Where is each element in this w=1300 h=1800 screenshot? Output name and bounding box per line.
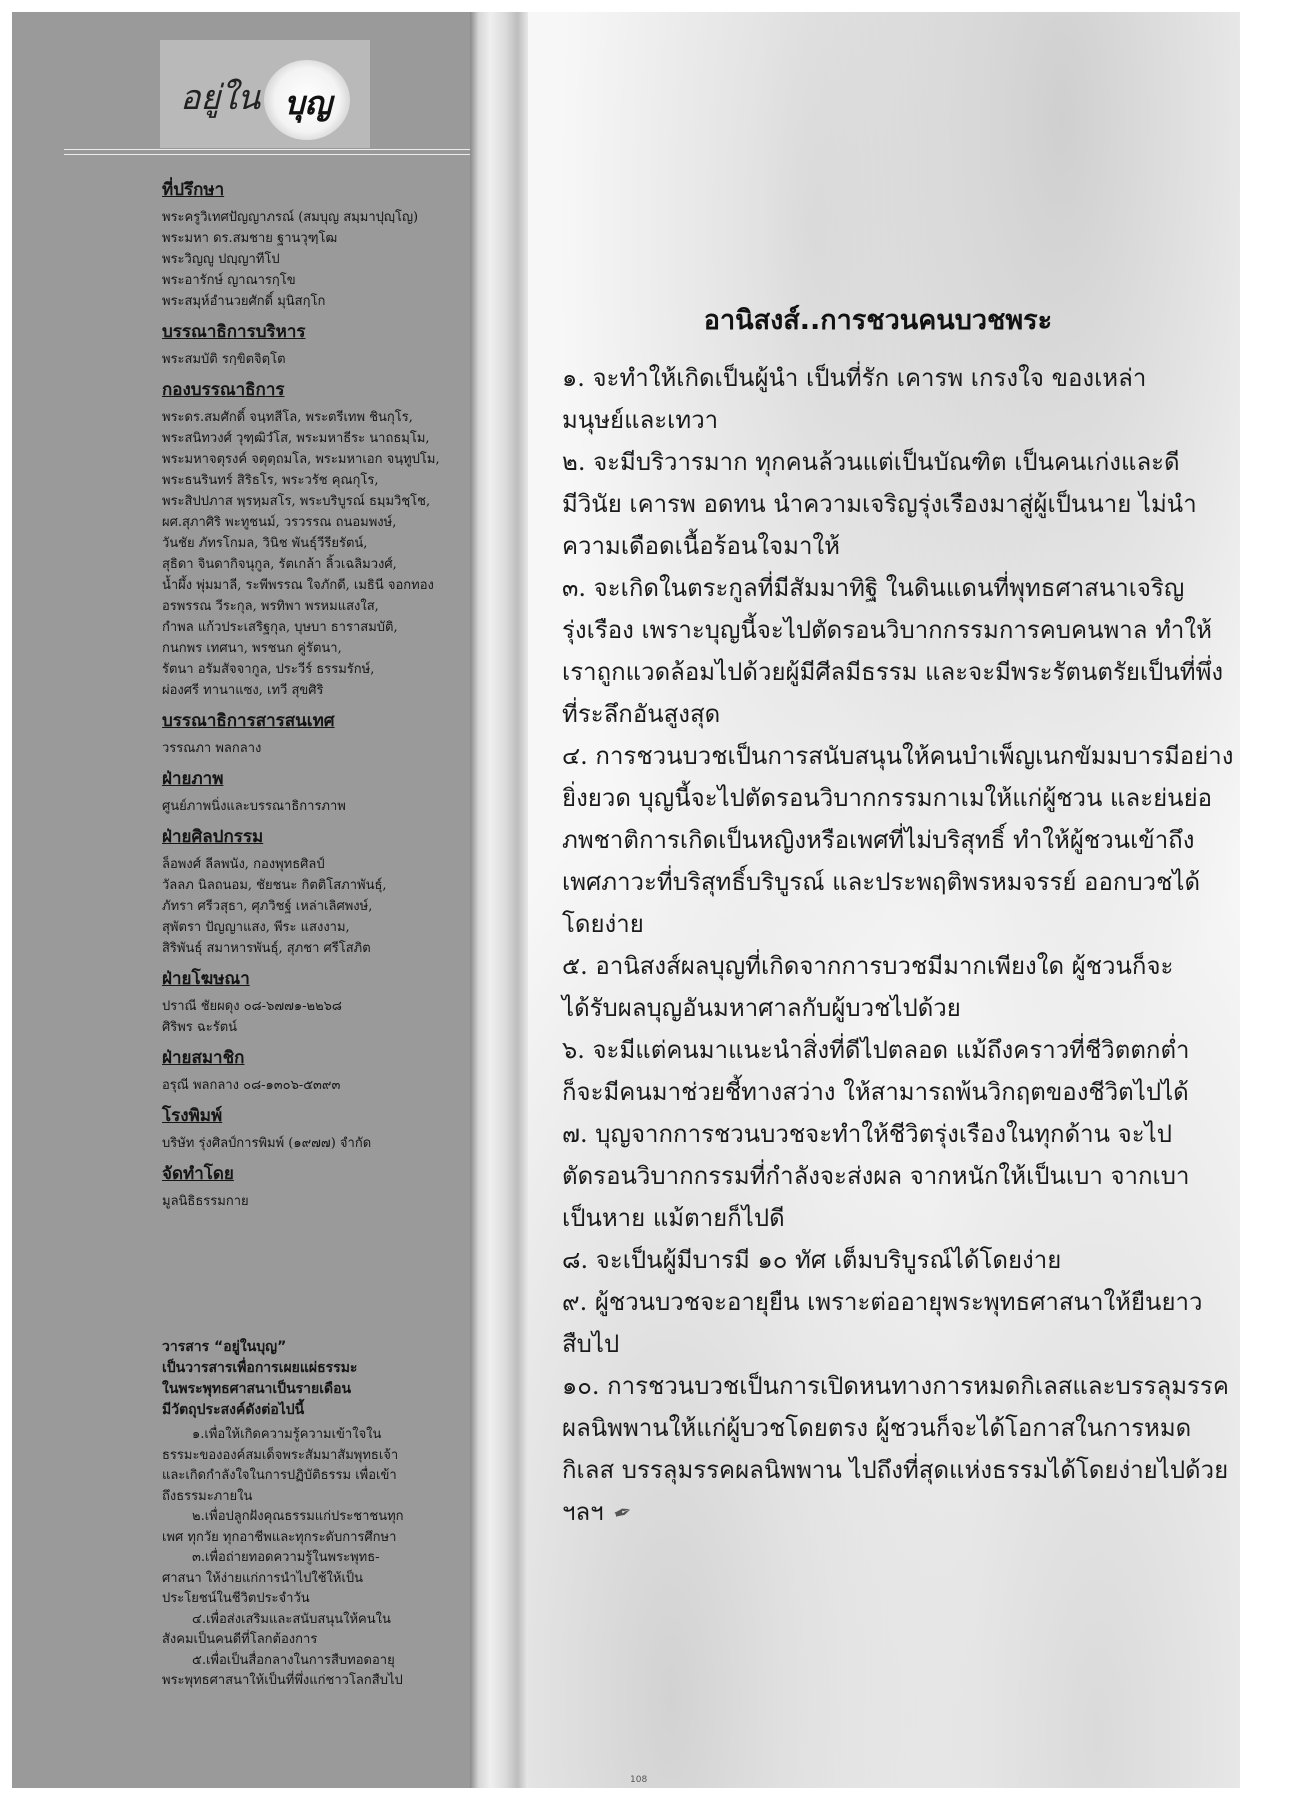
journal-purpose: [162, 1337, 474, 1692]
credit-line: พระธนรินทร์ สิริธโร, พระวรัช คุณกุโร,: [162, 473, 379, 488]
page-spine: [470, 12, 528, 1788]
article-area: [528, 12, 1240, 1788]
credit-line: วัลลภ นิลถนอม, ชัยชนะ กิตติโสภาพันธุ์,: [162, 878, 387, 893]
logo-script-right: บุญ: [284, 84, 332, 122]
credit-line: สิริพันธุ์ สมาหารพันธุ์, สุภชา ศรีโสภิต: [162, 941, 371, 956]
article-line: เป็นหาย แม้ตายก็ไปดี: [562, 1204, 785, 1232]
credit-line: พระมหาจตุรงค์ จตุตฺถมโล, พระมหาเอก จนฺทูปโม,: [162, 452, 440, 467]
purpose-item-line: พระพุทธศาสนาให้เป็นที่พึ่งแก่ชาวโลกสืบไป: [162, 1673, 403, 1688]
purpose-intro: [162, 1337, 474, 1421]
credit-heading: ฝ่ายสมาชิก: [162, 1048, 245, 1068]
article-line: ๗. บุญจากการชวนบวชจะทำให้ชีวิตรุ่งเรืองในทุกด้าน จะไป: [562, 1120, 1172, 1148]
credit-line: พระสมุห์อำนวยศักดิ์ มุนิสกฺโก: [162, 294, 326, 309]
credit-heading: กองบรรณาธิการ: [162, 380, 285, 400]
article-line: ความเดือดเนื้อร้อนใจมาให้: [562, 532, 840, 560]
credit-line: กำพล แก้วประเสริฐกุล, บุษบา ธาราสมบัติ,: [162, 620, 398, 635]
credit-heading: บรรณาธิการบริหาร: [162, 322, 306, 342]
credit-line: พระอารักษ์ ญาณารกฺโข: [162, 273, 296, 288]
article-line: ๑๐. การชวนบวชเป็นการเปิดหนทางการหมดกิเลสและบรรลุมรรค: [562, 1372, 1229, 1400]
article-line: กิเลส บรรลุมรรคผลนิพพาน ไปถึงที่สุดแห่งธรรมได้โดยง่ายไปด้วย: [562, 1456, 1229, 1484]
purpose-intro-line: ในพระพุทธศาสนาเป็นรายเดือน: [162, 1381, 352, 1397]
article-line: โดยง่าย: [562, 910, 644, 938]
article-line: เพศภาวะที่บริสุทธิ์บริบูรณ์ และประพฤติพรหมจรรย์ ออกบวชได้: [562, 868, 1201, 896]
magazine-logo: [160, 40, 370, 148]
credit-line: รัตนา อรัมสัจจากูล, ประวีร์ ธรรมรักษ์,: [162, 662, 375, 677]
article-line: ผลนิพพานให้แก่ผู้บวชโดยตรง ผู้ชวนก็จะได้โอกาสในการหมด: [562, 1414, 1192, 1442]
credit-line: สุพัตรา ปัญญาแสง, พีระ แสงงาม,: [162, 920, 350, 935]
credit-line: ศูนย์ภาพนิ่งและบรรณาธิการภาพ: [162, 799, 346, 814]
purpose-item-line: ๔.เพื่อส่งเสริมและสนับสนุนให้คนใน: [192, 1611, 391, 1627]
credit-line: ผศ.สุภาศิริ พะทูชนม์, วรวรรณ ถนอมพงษ์,: [162, 515, 397, 530]
article-line: ตัดรอนวิบากกรรมที่กำลังจะส่งผล จากหนักให้เป็นเบา จากเบา: [562, 1162, 1190, 1190]
credit-line: พระครูวิเทศปัญญาภรณ์ (สมบุญ สมฺมาปุญฺโญ): [162, 210, 419, 225]
purpose-item-line: สังคมเป็นคนดีที่โลกต้องการ: [162, 1632, 318, 1647]
purpose-item-line: ประโยชน์ในชีวิตประจำวัน: [162, 1591, 310, 1606]
purpose-item-line: เพศ ทุกวัย ทุกอาชีพและทุกระดับการศึกษา: [162, 1529, 397, 1545]
credit-line: ล็อพงศ์ ลีลพนัง, กองพุทธศิลป์: [162, 857, 325, 872]
article-closing: ฯลฯ: [562, 1498, 604, 1526]
article-line: มีวินัย เคารพ อดทน นำความเจริญรุ่งเรืองมาสู่ผู้เป็นนาย ไม่นำ: [562, 490, 1197, 518]
credit-line: ปราณี ชัยผดุง ๐๘-๖๗๗๑-๒๒๖๘: [162, 999, 342, 1014]
page-number: 108: [630, 1775, 648, 1785]
article-line: มนุษย์และเทวา: [562, 406, 719, 434]
purpose-item-line: ถึงธรรมะภายใน: [162, 1488, 253, 1504]
credit-line: พระสมบัติ รกฺขิตจิตฺโต: [162, 352, 286, 367]
credit-line: น้ำผึ้ง พุ่มมาลี, ระพีพรรณ ใจภักดี, เมธินี จอกทอง: [162, 578, 434, 593]
purpose-item-line: ๓.เพื่อถ่ายทอดความรู้ในพระพุทธ-: [192, 1550, 380, 1565]
credit-heading: บรรณาธิการสารสนเทศ: [162, 711, 335, 731]
article-line: ๖. จะมีแต่คนมาแนะนำสิ่งที่ดีไปตลอด แม้ถึงคราวที่ชีวิตตกต่ำ: [562, 1036, 1190, 1064]
article-line: ยิ่งยวด บุญนี้จะไปตัดรอนวิบากกรรมกาเมให้แก่ผู้ชวน และย่นย่อ: [562, 784, 1213, 812]
credit-line: พระวิญญู ปญฺญาทีโป: [162, 252, 280, 267]
purpose-item-line: ธรรมะขององค์สมเด็จพระสัมมาสัมพุทธเจ้า: [162, 1447, 399, 1463]
purpose-intro-line: เป็นวารสารเพื่อการเผยแผ่ธรรมะ: [162, 1360, 358, 1376]
credit-line: มูลนิธิธรรมกาย: [162, 1194, 249, 1209]
credit-heading: ฝ่ายภาพ: [162, 769, 224, 789]
article-line: เราถูกแวดล้อมไปด้วยผู้มีศีลมีธรรม และจะมีพระรัตนตรัยเป็นที่พึ่ง: [562, 658, 1224, 686]
article-line: ที่ระลึกอันสูงสุด: [562, 700, 721, 728]
article-closing-line: [562, 1491, 1186, 1535]
header-divider: [64, 154, 470, 155]
article-line: ๕. อานิสงส์ผลบุญที่เกิดจากการบวชมีมากเพียงใด ผู้ชวนก็จะ: [562, 952, 1174, 980]
credit-line: ผ่องศรี ทานาแซง, เทวี สุขศิริ: [162, 683, 324, 698]
credit-line: บริษัท รุ่งศิลป์การพิมพ์ (๑๙๗๗) จำกัด: [162, 1136, 372, 1151]
logo-script-left: อยู่ใน: [180, 78, 261, 118]
purpose-item-line: ๕.เพื่อเป็นสื่อกลางในการสืบทอดอายุ: [192, 1652, 395, 1668]
credit-heading: โรงพิมพ์: [162, 1106, 223, 1126]
purpose-item-line: ๒.เพื่อปลูกฝังคุณธรรมแก่ประชาชนทุก: [192, 1509, 404, 1524]
masthead-column: [12, 12, 470, 1788]
purpose-list: [162, 1425, 474, 1692]
credit-line: ศิริพร ฉะรัตน์: [162, 1020, 238, 1035]
purpose-intro-line: มีวัตถุประสงค์ดังต่อไปนี้: [162, 1402, 305, 1418]
header-divider: [64, 149, 470, 150]
credit-line: กนกพร เทศนา, พรชนก คู่รัตนา,: [162, 641, 342, 656]
purpose-intro-line: วารสาร “อยู่ในบุญ”: [162, 1339, 287, 1355]
credit-line: สุธิดา จินดากิจนุกูล, รัตเกล้า ลิ้วเฉลิมวงศ์,: [162, 557, 397, 572]
article-title: อานิสงส์..การชวนคนบวชพระ: [703, 305, 1053, 336]
article-line: ๒. จะมีบริวารมาก ทุกคนล้วนแต่เป็นบัณฑิต เป็นคนเก่งและดี: [562, 448, 1180, 476]
article-line: สืบไป: [562, 1330, 620, 1358]
feather-icon: ✒: [609, 1498, 636, 1529]
article-line: ภพชาติการเกิดเป็นหญิงหรือเพศที่ไม่บริสุทธิ์ ทำให้ผู้ชวนเข้าถึง: [562, 826, 1195, 854]
credit-heading: จัดทำโดย: [162, 1164, 234, 1184]
purpose-item-line: ศาสนา ให้ง่ายแก่การนำไปใช้ให้เป็น: [162, 1570, 364, 1586]
credit-heading: ฝ่ายโฆษณา: [162, 969, 250, 989]
article-line: ๙. ผู้ชวนบวชจะอายุยืน เพราะต่ออายุพระพุทธศาสนาให้ยืนยาว: [562, 1288, 1203, 1316]
article-line: ก็จะมีคนมาช่วยชี้ทางสว่าง ให้สามารถพ้นวิกฤตของชีวิตไปได้: [562, 1078, 1189, 1106]
article-line: ๓. จะเกิดในตระกูลที่มีสัมมาทิฐิ ในดินแดนที่พุทธศาสนาเจริญ: [562, 574, 1185, 602]
article-body: [562, 357, 1234, 1535]
credit-line: อรุณี พลกลาง ๐๘-๑๓๐๖-๕๓๙๓: [162, 1078, 341, 1093]
credit-line: วรรณภา พลกลาง: [162, 741, 262, 756]
credit-line: ภัทรา ศรีวสุธา, ศุภวิชฐ์ เหล่าเลิศพงษ์,: [162, 899, 373, 914]
credit-line: วันชัย ภัทรโกมล, วินิช พันธุ์วีรียรัตน์,: [162, 536, 368, 551]
credit-heading: ฝ่ายศิลปกรรม: [162, 827, 264, 847]
credit-line: พระสนิทวงศ์ วุฑฺฒิวํโส, พระมหาธีระ นาถธมฺโม,: [162, 431, 430, 446]
staff-credits: [162, 170, 480, 1212]
article-line: ๑. จะทำให้เกิดเป็นผู้นำ เป็นที่รัก เคารพ เกรงใจ ของเหล่า: [562, 364, 1147, 392]
article-line: ได้รับผลบุญอันมหาศาลกับผู้บวชไปด้วย: [562, 994, 961, 1022]
article-line: ๔. การชวนบวชเป็นการสนับสนุนให้คนบำเพ็ญเนกขัมมบารมีอย่าง: [562, 742, 1234, 770]
credit-line: พระสิปปภาส พฺรหฺมสโร, พระบริบูรณ์ ธมฺมวิชฺโช,: [162, 494, 431, 509]
credit-line: พระดร.สมศักดิ์ จนฺทสีโล, พระตรีเทพ ชินกุโร,: [162, 410, 413, 425]
credit-heading: ที่ปรึกษา: [162, 180, 225, 200]
credit-line: อรพรรณ วีระกุล, พรทิพา พรหมแสงใส,: [162, 599, 379, 614]
credit-line: พระมหา ดร.สมชาย ฐานวุฑฺโฒ: [162, 231, 338, 246]
article-line: ๘. จะเป็นผู้มีบารมี ๑๐ ทัศ เต็มบริบูรณ์ได้โดยง่าย: [562, 1246, 1062, 1274]
logo-moon-icon: [264, 60, 350, 140]
purpose-item-line: ๑.เพื่อให้เกิดความรู้ความเข้าใจใน: [192, 1427, 382, 1442]
purpose-item-line: และเกิดกำลังใจในการปฏิบัติธรรม เพื่อเข้า: [162, 1468, 397, 1483]
article-line: รุ่งเรือง เพราะบุญนี้จะไปตัดรอนวิบากกรรมการคบคนพาล ทำให้: [562, 616, 1212, 644]
